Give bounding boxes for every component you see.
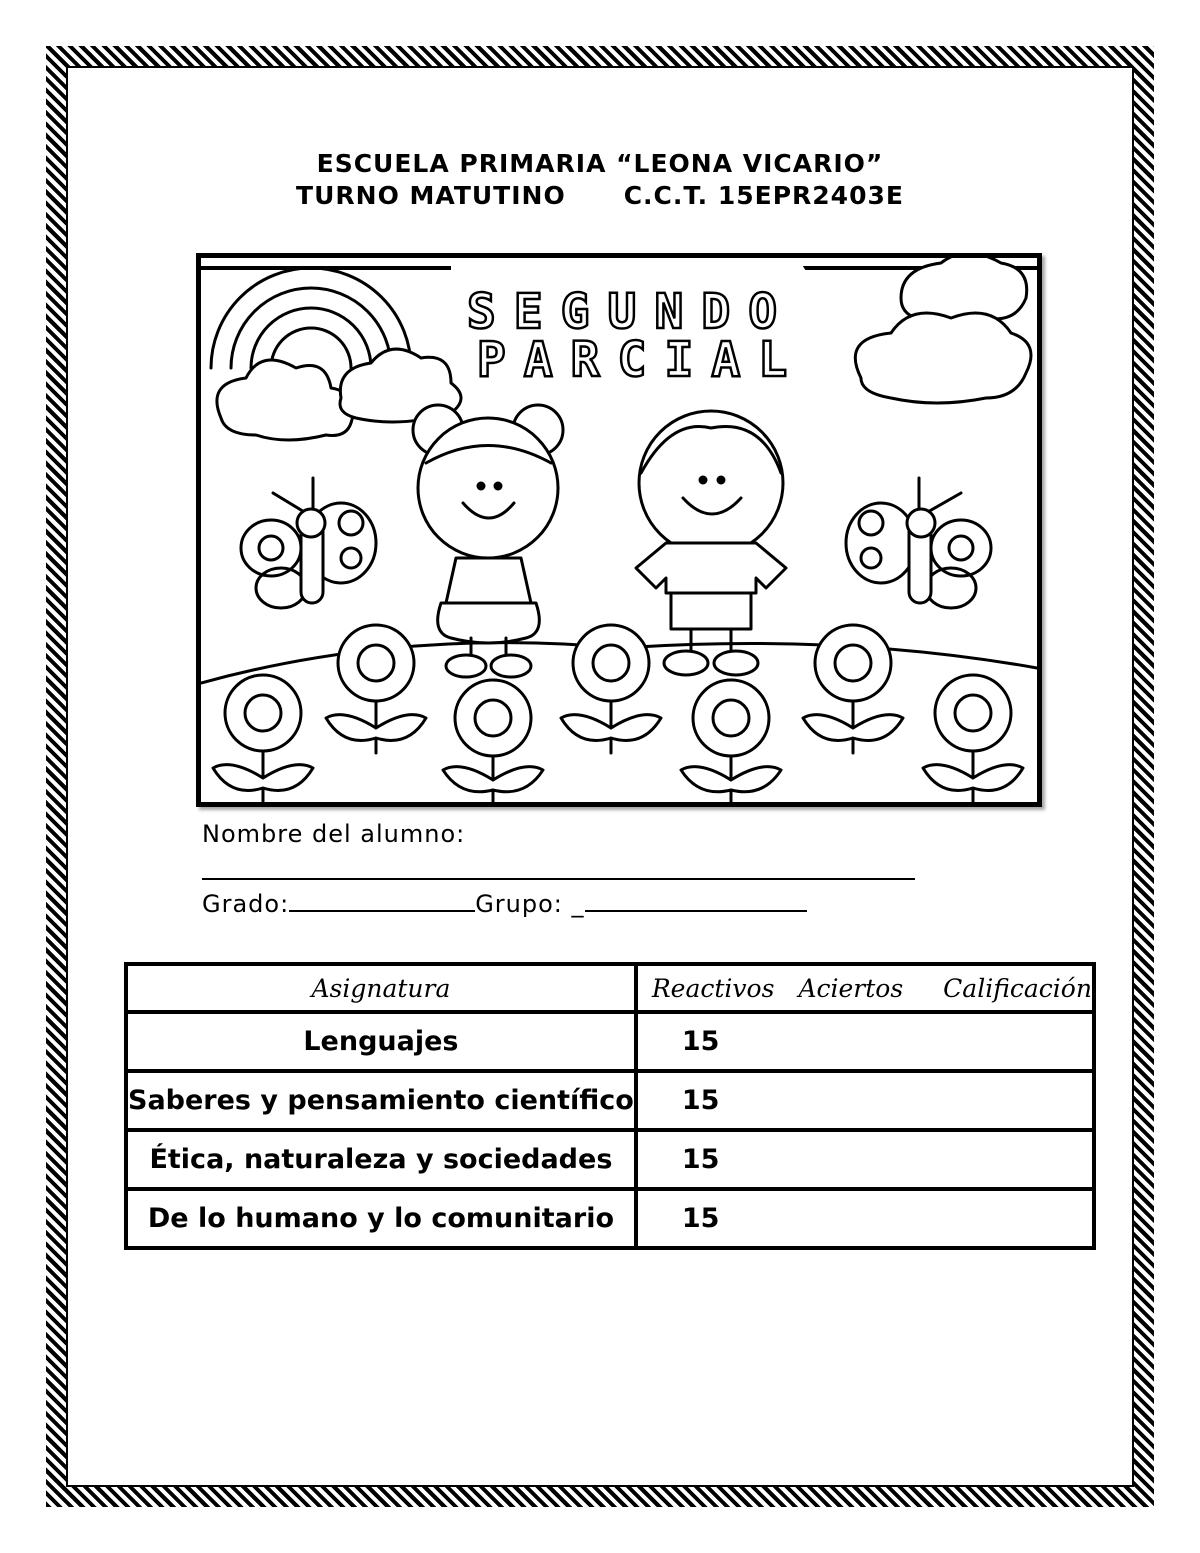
school-cct: C.C.T. 15EPR2403E	[623, 181, 904, 210]
school-header	[0, 148, 1200, 212]
grade-label: Grado:	[202, 890, 290, 918]
header-items: Reactivos	[651, 973, 775, 1003]
items-cell: 15	[636, 1189, 1094, 1248]
header-grade: Calificación	[943, 973, 1092, 1003]
table-row	[126, 1012, 1094, 1071]
school-shift: TURNO MATUTINO	[296, 181, 566, 210]
boy-character-icon	[636, 411, 786, 675]
flower-icon	[213, 675, 313, 802]
grades-table	[124, 962, 1096, 1250]
girl-character-icon	[413, 405, 563, 677]
table-row	[126, 1130, 1094, 1189]
items-cell: 15	[636, 1012, 1094, 1071]
items-cell: 15	[636, 1071, 1094, 1130]
cover-illustration	[196, 253, 1042, 807]
cloud-icon	[855, 258, 1031, 403]
student-name-input-line[interactable]	[202, 878, 915, 880]
header-correct: Aciertos	[798, 973, 904, 1003]
subject-cell: De lo humano y lo comunitario	[126, 1189, 636, 1248]
cover-illustration-art	[201, 258, 1037, 802]
student-name-label: Nombre del alumno:	[202, 820, 466, 848]
items-cell: 15	[636, 1130, 1094, 1189]
grade-group-row	[202, 886, 807, 918]
butterfly-icon	[241, 478, 376, 608]
flower-icon	[923, 675, 1023, 802]
school-name: ESCUELA PRIMARIA “LEONA VICARIO”	[316, 149, 884, 178]
header-metrics	[636, 964, 1094, 1012]
header-subject: Asignatura	[126, 964, 636, 1012]
butterfly-icon	[846, 478, 991, 608]
table-header-row	[126, 964, 1094, 1012]
cover-title-line1: SEGUNDO	[466, 284, 796, 340]
subject-cell: Lenguajes	[126, 1012, 636, 1071]
flower-icon	[443, 680, 543, 802]
subject-cell: Ética, naturaleza y sociedades	[126, 1130, 636, 1189]
subject-cell: Saberes y pensamiento científico	[126, 1071, 636, 1130]
table-row	[126, 1189, 1094, 1248]
group-label: Grupo: _	[475, 890, 585, 918]
table-row	[126, 1071, 1094, 1130]
group-input-line[interactable]	[585, 886, 807, 912]
flower-icon	[326, 625, 426, 753]
flower-icon	[681, 680, 781, 802]
cover-title-line2: PARCIAL	[476, 332, 806, 388]
grade-input-line[interactable]	[289, 886, 475, 912]
shift-and-cct-line	[0, 180, 1200, 212]
